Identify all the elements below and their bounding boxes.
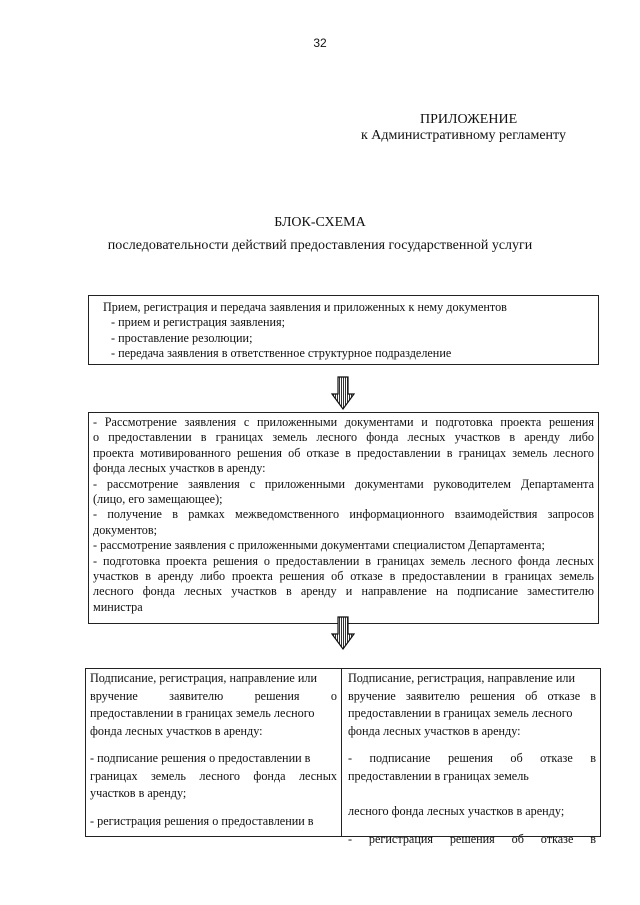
- step3-left-line: предоставлении в границах земель лесного: [90, 706, 315, 720]
- step3-right-line: предоставлении в границах земель: [348, 768, 529, 783]
- step1-item: - передача заявления в ответственное структурное подразделение: [111, 346, 452, 361]
- step2-line: (лицо, его замещающее);: [93, 492, 223, 507]
- step3-right-line: - подписание решения об отказе в: [348, 751, 596, 765]
- table-bottom-border: [85, 836, 601, 837]
- down-arrow-icon: [331, 616, 355, 650]
- step3-right-line: фонда лесных участков в аренду:: [348, 723, 521, 738]
- step3-left-column: [86, 669, 342, 836]
- step1-box: [88, 295, 599, 365]
- step3-table: [85, 668, 601, 846]
- step3-right-line: - регистрация решения об отказе в: [348, 831, 596, 846]
- step3-left-line: границах земель лесного фонда лесных: [90, 768, 337, 783]
- step2-line: о предоставлении в границах земель лесного фонда лесных участков в аренду либо: [93, 430, 594, 445]
- step3-left-line: вручение заявителю решения о: [90, 688, 337, 703]
- appendix-title: ПРИЛОЖЕНИЕ: [420, 112, 518, 127]
- page-number: 32: [313, 36, 327, 50]
- scheme-title: БЛОК-СХЕМА: [274, 215, 366, 230]
- step2-line: документов;: [93, 522, 158, 537]
- step2-line: участков в аренду либо проекта решения об отказе в предоставлении в границах земель: [93, 569, 594, 584]
- step2-line: - получение в рамках межведомственного информационного взаимодействия запросов: [93, 507, 594, 522]
- step3-right-line: вручение заявителю решения об отказе в: [348, 688, 596, 703]
- step3-left-line: участков в аренду;: [90, 786, 187, 800]
- step2-line: - рассмотрение заявления с приложенными документами руководителем Департамента: [93, 476, 594, 491]
- step1-item: - прием и регистрация заявления;: [111, 315, 286, 330]
- step2-box: [88, 412, 599, 624]
- down-arrow-icon: [331, 376, 355, 410]
- step2-line: - Рассмотрение заявления с приложенными документами и подготовка проекта решения: [93, 415, 594, 429]
- step3-right-line: лесного фонда лесных участков в аренду;: [348, 804, 565, 818]
- step2-line: лесного фонда лесных участков в аренду и направление на подписание заместителю: [93, 584, 594, 599]
- step3-right-line: предоставлении в границах земель лесного: [348, 706, 573, 720]
- step3-left-line: - подписание решения о предоставлении в: [90, 751, 311, 765]
- scheme-subtitle: последовательности действий предоставления государственной услуги: [107, 238, 533, 253]
- appendix-subtitle: к Административному регламенту: [361, 128, 566, 143]
- step3-left-line: фонда лесных участков в аренду:: [90, 723, 263, 738]
- step3-right-column: [342, 669, 600, 846]
- step2-line: проекта мотивированного решения об отказе в предоставлении в границах земель лесного: [93, 445, 594, 460]
- step3-left-line: - регистрация решения о предоставлении в: [90, 813, 314, 828]
- step2-line: министра: [93, 599, 143, 614]
- step1-heading: Прием, регистрация и передача заявления и приложенных к нему документов: [103, 300, 507, 314]
- step2-line: - рассмотрение заявления с приложенными документами специалистом Департамента;: [93, 538, 545, 553]
- step3-right-line: Подписание, регистрация, направление или: [348, 671, 575, 685]
- step2-line: - подготовка проекта решения о предоставлении в границах земель лесного фонда лесных: [93, 553, 594, 568]
- step3-left-line: Подписание, регистрация, направление или: [90, 671, 317, 685]
- step1-item: - проставление резолюции;: [111, 330, 253, 345]
- step2-line: фонда лесных участков в аренду:: [93, 461, 266, 476]
